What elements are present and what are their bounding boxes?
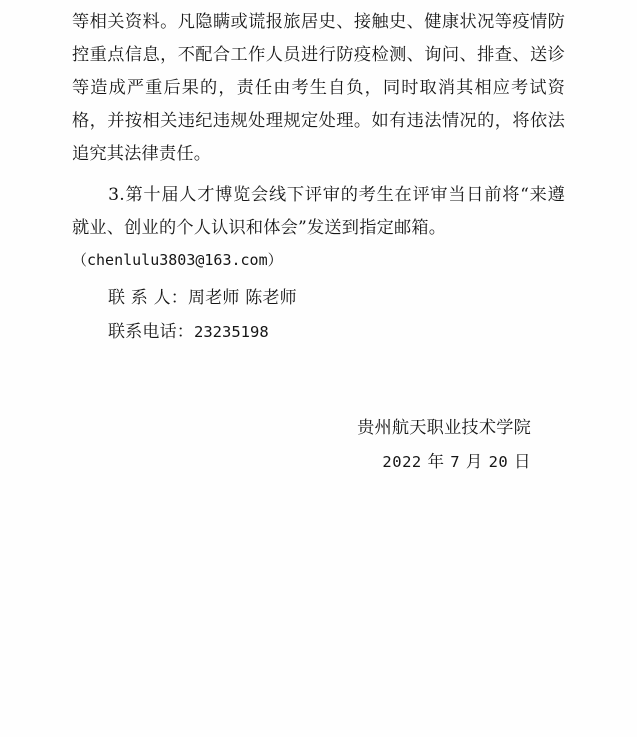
paragraph-spacer <box>72 171 565 179</box>
contact-phone-label: 联系电话： <box>108 322 194 342</box>
signature-organization: 贵州航天职业技术学院 <box>357 418 531 438</box>
signature-date-month: 7 <box>450 453 461 471</box>
paragraph-epidemic-clause: 等相关资料。凡隐瞒或谎报旅居史、接触史、健康状况等疫情防控重点信息，不配合工作人员进行防疫检测、询问、排查、送诊等造成严重后果的，责任由考生自负，同时取消其相应考试资格，并按相关违纪违规处理规定处理。如有违法情况的，将依法追究其法律责任。 <box>72 12 565 164</box>
contact-person-label: 联 系 人： <box>108 288 189 308</box>
signature-date <box>72 445 531 479</box>
paragraph-item-3-talent-expo: 3.第十届人才博览会线下评审的考生在评审当日前将“来遵就业、创业的个人认识和体会”发送到指定邮箱。 <box>72 185 565 238</box>
signature-date-year-suffix: 年 <box>427 452 445 471</box>
contact-person-line <box>72 281 565 315</box>
page-bottom-whitespace <box>72 479 565 739</box>
contact-phone-line <box>72 315 565 349</box>
contact-email-line: （chenlulu3803@163.com） <box>72 251 283 269</box>
signature-date-year: 2022 <box>382 453 422 471</box>
contact-person-names: 周老师 陈老师 <box>188 288 297 308</box>
signature-block <box>72 411 565 479</box>
document-body <box>72 6 565 739</box>
contact-block <box>72 281 565 349</box>
contact-phone-number: 23235198 <box>194 323 269 341</box>
signature-date-day: 20 <box>488 453 509 471</box>
signature-date-month-suffix: 月 <box>465 452 483 471</box>
signature-date-day-suffix: 日 <box>514 452 531 471</box>
